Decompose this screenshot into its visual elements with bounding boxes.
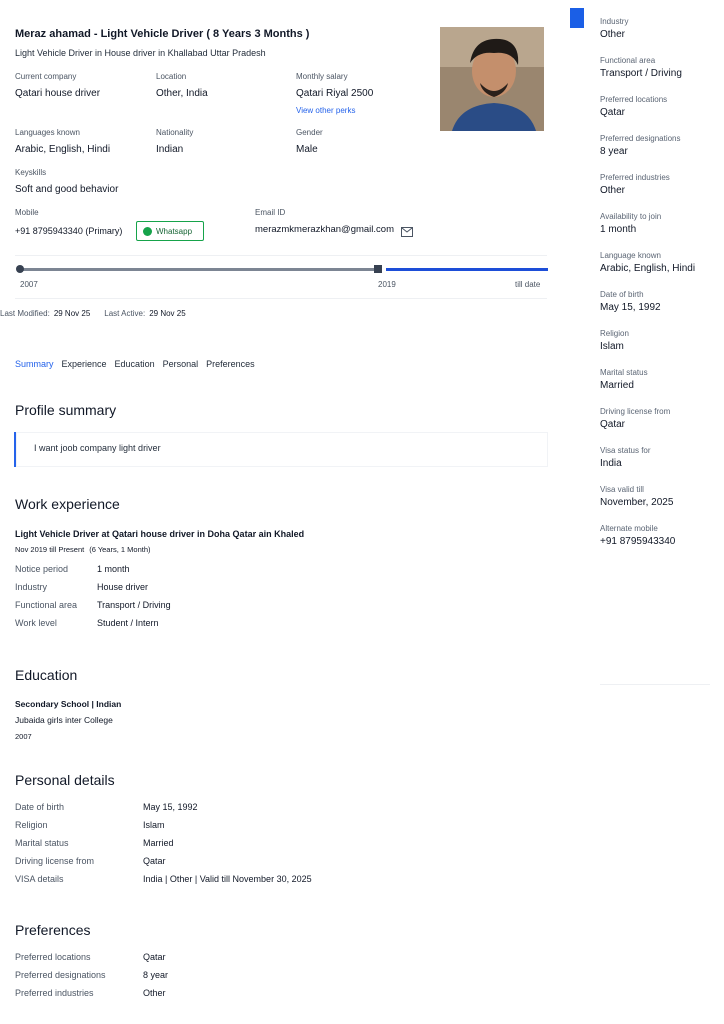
sidebar-field-value: 8 year xyxy=(600,146,628,157)
detail-value: Islam xyxy=(143,820,165,830)
keyskills-label: Keyskills xyxy=(15,168,47,177)
nationality-label: Nationality xyxy=(156,128,194,137)
languages-value: Arabic, English, Hindi xyxy=(15,144,111,155)
gender-label: Gender xyxy=(296,128,323,137)
education-institute: Jubaida girls inter College xyxy=(15,715,113,725)
sidebar-field-value: Other xyxy=(600,29,626,40)
profile-summary-text: I want joob company light driver xyxy=(34,443,161,453)
email-value[interactable]: merazmkmerazkhan@gmail.com xyxy=(255,224,394,235)
tab-experience[interactable]: Experience xyxy=(61,359,107,369)
detail-key: Industry xyxy=(15,582,48,592)
languages-label: Languages known xyxy=(15,128,80,137)
timeline-start-marker xyxy=(16,265,24,273)
detail-value: 8 year xyxy=(143,970,169,980)
detail-value: House driver xyxy=(97,582,149,592)
timeline-current-segment xyxy=(386,268,548,271)
sidebar-field xyxy=(600,133,720,160)
sidebar-field xyxy=(600,211,720,238)
sidebar-field-label: Date of birth xyxy=(600,290,644,299)
copy-email-icon[interactable] xyxy=(401,224,413,234)
work-date-range: Nov 2019 till Present xyxy=(15,545,85,554)
sidebar-field-value: Married xyxy=(600,380,634,391)
sidebar-field-label: Availability to join xyxy=(600,212,662,221)
detail-value: Married xyxy=(143,838,174,848)
profile-summary-box xyxy=(14,432,548,467)
detail-key: VISA details xyxy=(15,874,64,884)
last-modified-value: 29 Nov 25 xyxy=(53,309,91,318)
tab-summary[interactable]: Summary xyxy=(15,359,54,369)
personal-row xyxy=(15,816,312,834)
education-year: 2007 xyxy=(15,732,32,741)
gender-value: Male xyxy=(296,144,318,155)
personal-details xyxy=(15,798,312,888)
last-active-value: 29 Nov 25 xyxy=(149,309,186,318)
sidebar-field-value: 1 month xyxy=(600,224,637,235)
sidebar-field-label: Alternate mobile xyxy=(600,524,658,533)
right-sidebar xyxy=(570,0,724,1024)
detail-value: Other xyxy=(143,988,166,998)
location-value: Other, India xyxy=(156,88,208,99)
work-detail-row xyxy=(15,614,171,632)
sidebar-field-value: Islam xyxy=(600,341,624,352)
candidate-name: Meraz ahamad - Light Vehicle Driver ( 8 Years 3 Months ) xyxy=(15,28,310,40)
timeline-start-label: 2007 xyxy=(20,280,38,289)
personal-details-heading: Personal details xyxy=(15,772,115,788)
last-modified-label: Last Modified: xyxy=(0,309,50,318)
detail-value: Transport / Driving xyxy=(97,600,171,610)
sidebar-field-value: Qatar xyxy=(600,419,626,430)
sidebar-field-label: Language known xyxy=(600,251,661,260)
nationality-value: Indian xyxy=(156,144,184,155)
sidebar-field-value: India xyxy=(600,458,622,469)
sidebar-divider xyxy=(600,684,710,685)
sidebar-field xyxy=(600,94,720,121)
location-label: Location xyxy=(156,72,187,81)
detail-key: Preferred locations xyxy=(15,952,91,962)
sidebar-field-list xyxy=(600,16,720,562)
sidebar-field-value: Transport / Driving xyxy=(600,68,682,79)
salary-label: Monthly salary xyxy=(296,72,348,81)
preference-row xyxy=(15,984,168,1002)
profile-summary-heading: Profile summary xyxy=(15,402,117,418)
sidebar-field xyxy=(600,328,720,355)
detail-value: Qatar xyxy=(143,952,166,962)
detail-value: 1 month xyxy=(97,564,130,574)
whatsapp-button[interactable] xyxy=(136,221,204,241)
personal-row xyxy=(15,798,312,816)
sidebar-field-value: +91 8795943340 xyxy=(600,536,676,547)
work-detail-row xyxy=(15,596,171,614)
sidebar-field xyxy=(600,523,720,550)
activity-meta xyxy=(0,309,186,318)
sidebar-field-label: Visa valid till xyxy=(600,485,644,494)
sidebar-field-label: Functional area xyxy=(600,56,656,65)
sidebar-field-label: Religion xyxy=(600,329,629,338)
timeline-track xyxy=(18,268,378,271)
personal-row xyxy=(15,834,312,852)
detail-value: India | Other | Valid till November 30, 2025 xyxy=(143,874,312,884)
sidebar-field xyxy=(600,16,720,43)
sidebar-field xyxy=(600,172,720,199)
timeline-mid-marker xyxy=(374,265,382,273)
view-other-perks-link[interactable]: View other perks xyxy=(296,106,356,115)
sidebar-field-value: Arabic, English, Hindi xyxy=(600,263,696,274)
sidebar-field-value: Qatar xyxy=(600,107,626,118)
detail-key: Work level xyxy=(15,618,57,628)
tab-education[interactable]: Education xyxy=(114,359,155,369)
detail-key: Preferred industries xyxy=(15,988,94,998)
sidebar-field xyxy=(600,484,720,511)
education-heading: Education xyxy=(15,667,78,683)
tab-preferences[interactable]: Preferences xyxy=(206,359,255,369)
profile-photo xyxy=(440,27,544,131)
sidebar-field xyxy=(600,367,720,394)
sidebar-field-value: Other xyxy=(600,185,626,196)
sidebar-field-value: November, 2025 xyxy=(600,497,674,508)
current-company-value: Qatari house driver xyxy=(15,88,101,99)
education-degree: Secondary School | Indian xyxy=(15,699,122,709)
person-photo-icon xyxy=(440,27,544,131)
divider xyxy=(15,298,547,299)
last-active-label: Last Active: xyxy=(104,309,146,318)
sidebar-field xyxy=(600,406,720,433)
preferences-details xyxy=(15,948,168,1002)
detail-value: Qatar xyxy=(143,856,166,866)
sidebar-field xyxy=(600,55,720,82)
mobile-value[interactable]: +91 8795943340 (Primary) xyxy=(15,226,123,236)
sidebar-field-label: Preferred designations xyxy=(600,134,681,143)
sidebar-field-label: Industry xyxy=(600,17,629,26)
tab-personal[interactable]: Personal xyxy=(162,359,199,369)
sidebar-field-label: Preferred locations xyxy=(600,95,668,104)
detail-key: Driving license from xyxy=(15,856,95,866)
career-timeline xyxy=(18,268,548,272)
personal-row xyxy=(15,852,312,870)
work-duration: (6 Years, 1 Month) xyxy=(89,545,151,554)
detail-key: Functional area xyxy=(15,600,78,610)
work-details xyxy=(15,560,171,632)
preferences-heading: Preferences xyxy=(15,922,91,938)
whatsapp-icon xyxy=(143,227,152,236)
sidebar-field xyxy=(600,250,720,277)
mobile-label: Mobile xyxy=(15,208,39,217)
timeline-mid-label: 2019 xyxy=(378,280,396,289)
sidebar-accent-marker xyxy=(570,8,584,28)
salary-value: Qatari Riyal 2500 xyxy=(296,88,374,99)
whatsapp-label: Whatsapp xyxy=(156,226,193,236)
sidebar-field xyxy=(600,445,720,472)
work-role: Light Vehicle Driver at Qatari house driver in Doha Qatar ain Khaled xyxy=(15,529,305,539)
current-company-label: Current company xyxy=(15,72,77,81)
detail-value: May 15, 1992 xyxy=(143,802,198,812)
work-detail-row xyxy=(15,560,171,578)
work-detail-row xyxy=(15,578,171,596)
detail-key: Date of birth xyxy=(15,802,65,812)
detail-key: Religion xyxy=(15,820,48,830)
sidebar-field-label: Driving license from xyxy=(600,407,671,416)
email-label: Email ID xyxy=(255,208,286,217)
sidebar-field-value: May 15, 1992 xyxy=(600,302,661,313)
sidebar-field xyxy=(600,289,720,316)
section-tabs xyxy=(15,359,255,369)
detail-value: Student / Intern xyxy=(97,618,159,628)
sidebar-field-label: Visa status for xyxy=(600,446,651,455)
preference-row xyxy=(15,966,168,984)
sidebar-field-label: Marital status xyxy=(600,368,648,377)
timeline-end-label: till date xyxy=(515,280,541,289)
detail-key: Notice period xyxy=(15,564,69,574)
preference-row xyxy=(15,948,168,966)
detail-key: Marital status xyxy=(15,838,69,848)
keyskills-value: Soft and good behavior xyxy=(15,184,119,195)
personal-row xyxy=(15,870,312,888)
divider xyxy=(15,255,547,256)
work-dates xyxy=(15,545,151,554)
candidate-headline: Light Vehicle Driver in House driver in Khallabad Uttar Pradesh xyxy=(15,48,266,58)
detail-key: Preferred designations xyxy=(15,970,106,980)
sidebar-field-label: Preferred industries xyxy=(600,173,670,182)
work-experience-heading: Work experience xyxy=(15,496,120,512)
